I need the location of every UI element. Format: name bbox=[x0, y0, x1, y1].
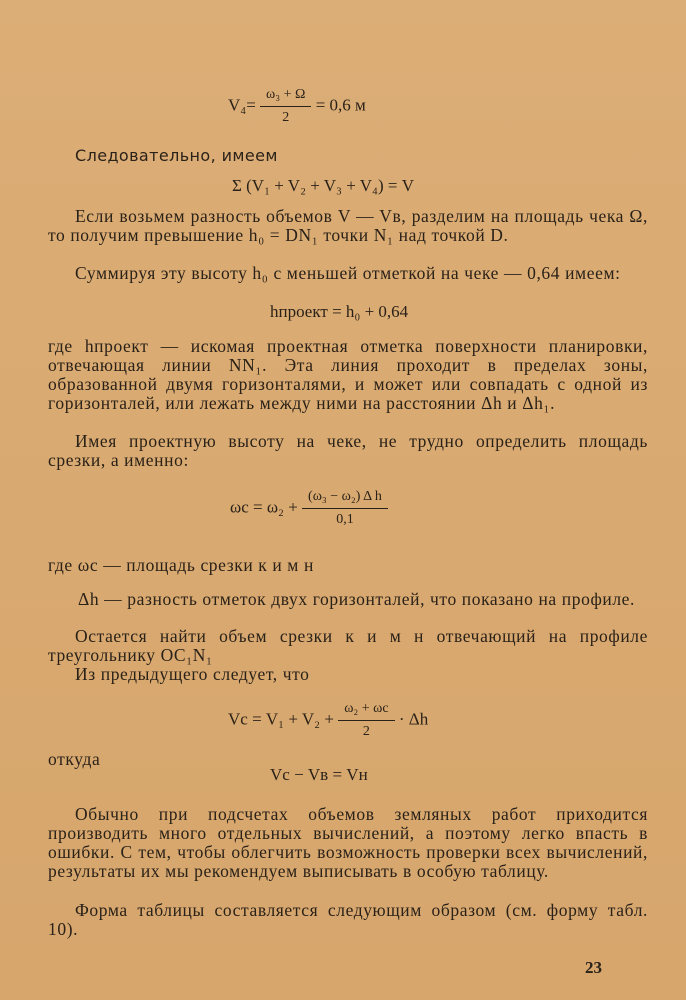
paragraph-9: Из предыдущего следует, что bbox=[75, 664, 310, 684]
formula-vc-denominator: 2 bbox=[362, 724, 370, 739]
formula-v4-rhs: = 0,6 м bbox=[315, 95, 366, 115]
paragraph-7: Δh — разность отметок двух горизонталей, что показано на профиле. bbox=[78, 589, 636, 609]
paragraph-5: Имея проектную высоту на чеке, не трудно определить площадь срезки, а именно: bbox=[48, 431, 648, 470]
formula-omega-c-fraction bbox=[302, 488, 388, 529]
paragraph-10: откуда bbox=[48, 749, 101, 769]
paragraph-8: Остается найти объем срезки к и м н отвечающий на профиле треугольнику OC₁N₁ bbox=[48, 626, 648, 665]
paragraph-2: Если возьмем разность объемов V — Vв, разделим на площадь чека Ω, то получим превышение h₀ = DN₁ точки N₁ над точкой D. bbox=[48, 206, 648, 245]
formula-vc-lhs: Vс = V₁ + V₂ + bbox=[228, 709, 334, 729]
formula-omega-c-denominator: 0,1 bbox=[336, 512, 354, 527]
paragraph-1: Следовательно, имеем bbox=[75, 146, 278, 165]
formula-h-project: hпроект = h₀ + 0,64 bbox=[270, 302, 409, 321]
formula-sum: Σ (V₁ + V₂ + V₃ + V₄) = V bbox=[232, 176, 414, 195]
formula-omega-c-numerator: (ω₃ − ω₂) Δ h bbox=[302, 488, 388, 509]
formula-vc-vb: Vс − Vв = Vн bbox=[270, 765, 368, 784]
formula-omega-c bbox=[230, 488, 388, 529]
paragraph-4: где hпроект — искомая проектная отметка поверхности планировки, отвечающая линии NN₁. Эта линия проходит в пределах зоны, образованной двумя горизонталями, и может или совпадать с одной из горизонталей, или лежать между ними на расстоянии Δh и Δh₁. bbox=[48, 336, 648, 413]
formula-vc-fraction bbox=[338, 700, 394, 741]
formula-vc bbox=[228, 700, 428, 741]
page-number: 23 bbox=[585, 958, 602, 977]
formula-v4-denominator: 2 bbox=[282, 110, 290, 125]
formula-v4-fraction bbox=[260, 86, 311, 127]
formula-vc-rhs: · Δh bbox=[398, 709, 429, 729]
paragraph-3: Суммируя эту высоту h₀ с меньшей отметкой на чеке — 0,64 имеем: bbox=[75, 263, 621, 283]
formula-omega-c-lhs: ωс = ω₂ + bbox=[230, 497, 298, 517]
formula-vc-numerator: ω₂ + ωс bbox=[338, 700, 394, 721]
paragraph-6: где ωс — площадь срезки к и м н bbox=[48, 555, 314, 575]
paragraph-12: Форма таблицы составляется следующим образом (см. форму табл. 10). bbox=[48, 900, 648, 939]
formula-v4-numerator: ω₃ + Ω bbox=[260, 86, 311, 107]
paragraph-11: Обычно при подсчетах объемов земляных работ приходится производить много отдельных вычислений, а поэтому легко впасть в ошибки. С тем, чтобы облегчить возможность проверки всех вычислений, результаты их мы рекомендуем выписывать в особую таблицу. bbox=[48, 804, 648, 881]
formula-v4-lhs: V₄= bbox=[228, 95, 256, 115]
formula-v4 bbox=[228, 86, 366, 127]
